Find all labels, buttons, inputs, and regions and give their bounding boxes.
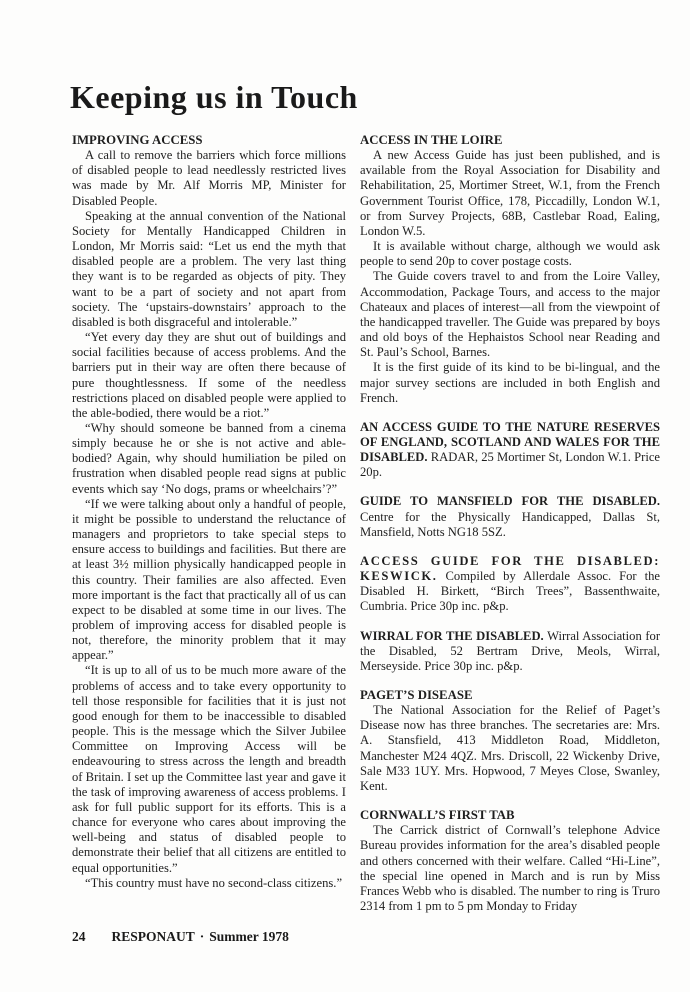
- section-heading-access-in-the-loire: ACCESS IN THE LOIRE: [360, 133, 503, 147]
- guide-listing-title: AN ACCESS GUIDE TO THE NATURE RESERVES OF ENGLAND, SCOTLAND AND WALES FOR THE DISABLED.: [360, 419, 660, 465]
- section-heading-improving-access: IMPROVING ACCESS: [72, 133, 203, 147]
- paragraph: “If we were talking about only a handful of people, it might be possible to understand the reluctance of managers and proprietors to take special steps to ensure access to buildings and facilities. But there are at least 3½ million physically handicapped people in this country. Their families are also affected. Even more important is the fact that practically all of us can expect to be disabled at some time in our lives. The problem of improving access for disabled people is not, therefore, the minority problem that it may appear.”: [72, 496, 346, 663]
- paragraph: The Carrick district of Cornwall’s telephone Advice Bureau provides information for the area’s disabled people and others concerned with their welfare. Called “Hi-Line”, the special line opened in March and is run by Miss Frances Webb who is disabled. The number to ring is Truro 2314 from 1 pm to 5 pm Monday to Friday: [360, 823, 660, 914]
- paragraph: A call to remove the barriers which force millions of disabled people to lead needlessly restricted lives was made by Mr. Alf Morris MP, Minister for Disabled People.: [72, 148, 346, 208]
- paragraph: The Guide covers travel to and from the Loire Valley, Accommodation, Package Tours, and access to the major Chateaux and places of interest—all from the viewpoint of the handicapped traveller. The Guide was prepared by boys and old boys of the Hephaistos School near Reading and St. Paul’s School, Barnes.: [360, 269, 660, 360]
- paragraph: It is the first guide of its kind to be bi-lingual, and the major survey sections are included in both English and French.: [360, 360, 660, 405]
- page-title: Keeping us in Touch: [70, 79, 358, 116]
- left-column: [72, 133, 346, 891]
- footer-separator: ·: [199, 929, 205, 944]
- paragraph: It is available without charge, although we would ask people to send 20p to cover postage costs.: [360, 239, 660, 269]
- paragraph: “Yet every day they are shut out of buildings and social facilities because of access problems. And the barriers put in their way are often there because of pure thoughtlessness. If some of the needless restrictions placed on disabled people were applied to the able-bodied, there would be a riot.”: [72, 330, 346, 420]
- guide-listing-details: Wirral Association for the Disabled, 52 Bertram Drive, Meols, Wirral, Merseyside. Price 30p inc. p&p.: [360, 628, 661, 673]
- guide-listing-title: GUIDE TO MANSFIELD FOR THE DISABLED.: [360, 494, 660, 509]
- guide-listing-nature-reserves: [360, 420, 660, 481]
- guide-listing-title: WIRRAL FOR THE DISABLED.: [360, 628, 544, 643]
- guide-listing-details: Compiled by Allerdale Assoc. For the Disabled H. Birkett, “Birch Trees”, Bassenthwaite, Cumbria. Price 30p inc. p&p.: [360, 569, 660, 614]
- page-number: 24: [72, 929, 86, 944]
- guide-listing-details: RADAR, 25 Mortimer St, London W.1. Price 20p.: [360, 450, 660, 480]
- guide-listing-keswick: [360, 554, 660, 615]
- paragraph: A new Access Guide has just been published, and is available from the Royal Association for Disability and Rehabilitation, 25, Mortimer Street, W.1, from the French Government Tourist Office, 178, Piccadilly, London W.1, or from Survey Projects, 68B, Castlebar Road, Ealing, London W.5.: [360, 148, 660, 238]
- paragraph: The National Association for the Relief of Paget’s Disease now has three branches. The secretaries are: Mrs. A. Stansfield, 413 Middleton Road, Middleton, Manchester M24 4QZ. Mrs. Driscoll, 22 Wickenby Drive, Sale M33 1UY. Mrs. Hopwood, 7 Meyes Close, Swanley, Kent.: [360, 703, 660, 793]
- guide-listing-details: Centre for the Physically Handicapped, Dallas St, Mansfield, Notts NG18 5SZ.: [360, 509, 660, 539]
- magazine-name: RESPONAUT: [111, 929, 195, 944]
- paragraph: “This country must have no second-class citizens.”: [85, 875, 343, 890]
- paragraph: “Why should someone be banned from a cinema simply because he or she is not active and able-bodied? Again, why should humiliation be piled on frustration when disabled people read signs at public events which say ‘No dogs, prams or wheelchairs’?”: [72, 420, 346, 496]
- paragraph: “It is up to all of us to be much more aware of the problems of access and to take every opportunity to tell those responsible for facilities that it is just not good enough for them to be inaccessible to disabled people. This is the message which the Silver Jubilee Committee on Improving Access will be endeavouring to stress across the length and breadth of Britain. I set up the Committee last year and gave it the task of improving awareness of access problems. I ask for full public support for its efforts. This is a chance for everyone who cares about improving the well-being and status of disabled people to demonstrate their belief that all citizens are entitled to equal opportunities.”: [72, 663, 346, 875]
- page-footer: [72, 929, 289, 945]
- issue-date: Summer 1978: [209, 929, 289, 944]
- right-column: [360, 133, 660, 914]
- guide-listing-title: ACCESS GUIDE FOR THE DISABLED: KESWICK.: [360, 553, 660, 584]
- section-heading-pagets-disease: PAGET’S DISEASE: [360, 688, 473, 702]
- guide-listing-mansfield: [360, 494, 660, 539]
- section-heading-cornwalls-first-tab: CORNWALL’S FIRST TAB: [360, 808, 515, 823]
- guide-listing-wirral: [360, 629, 660, 674]
- paragraph: Speaking at the annual convention of the National Society for Mentally Handicapped Children in London, Mr Morris said: “Let us end the myth that disabled people are a problem. The very last thing they want is to be regarded as objects of pity. They want to be a part of society and not apart from society. The ‘upstairs-downstairs’ approach to the disabled is both disgraceful and intolerable.”: [72, 208, 346, 329]
